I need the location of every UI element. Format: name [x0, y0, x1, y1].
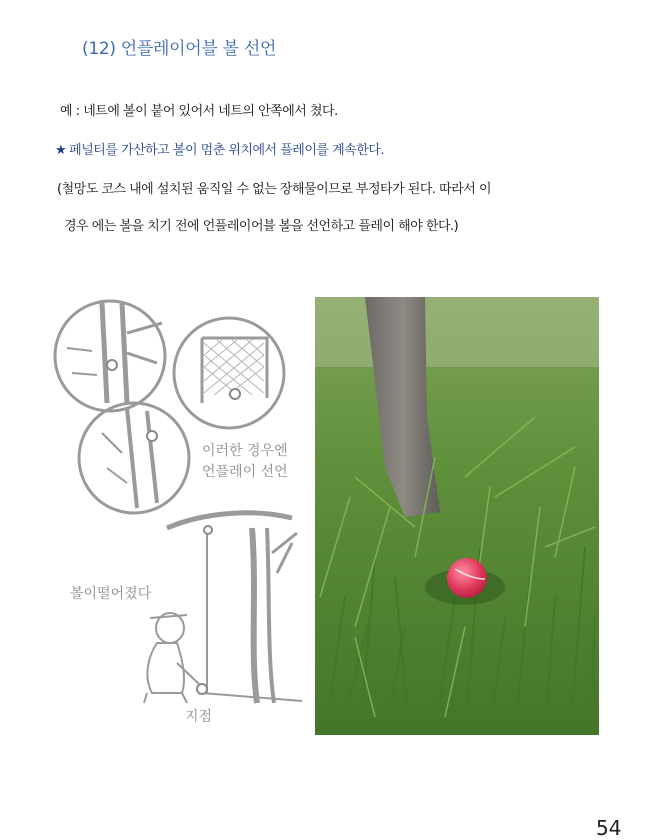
golf-ball — [447, 558, 487, 598]
caption-line-1: 이러한 경우엔 — [202, 443, 288, 459]
section-heading: (12) 언플레이어블 볼 선언 — [82, 39, 277, 59]
illustration — [52, 293, 307, 733]
example-text: 예 : 네트에 볼이 붙어 있어서 네트의 안쪽에서 쳤다. — [60, 104, 338, 119]
spot-label: 지점 — [185, 709, 213, 725]
fallen-label: 볼이떨어졌다 — [70, 586, 152, 602]
rule-text: 페널티를 가산하고 볼이 멈춘 위치에서 플레이를 계속한다. — [69, 143, 384, 158]
star-icon: ★ — [55, 143, 67, 158]
page-number: 54 — [596, 816, 622, 840]
caption-line-2: 언플레이 선언 — [202, 464, 288, 480]
note-line-1: (철망도 코스 내에 설치된 움직일 수 없는 장해물이므로 부정타가 된다. 따라서 이 — [57, 182, 492, 197]
tree-ball-circle — [55, 301, 165, 411]
note-line-2: 경우 에는 볼을 치기 전에 언플레이어블 볼을 선언하고 플레이 해야 한다.) — [64, 219, 459, 234]
rule-line — [55, 139, 384, 158]
ball-in-grass-photo — [315, 297, 599, 735]
